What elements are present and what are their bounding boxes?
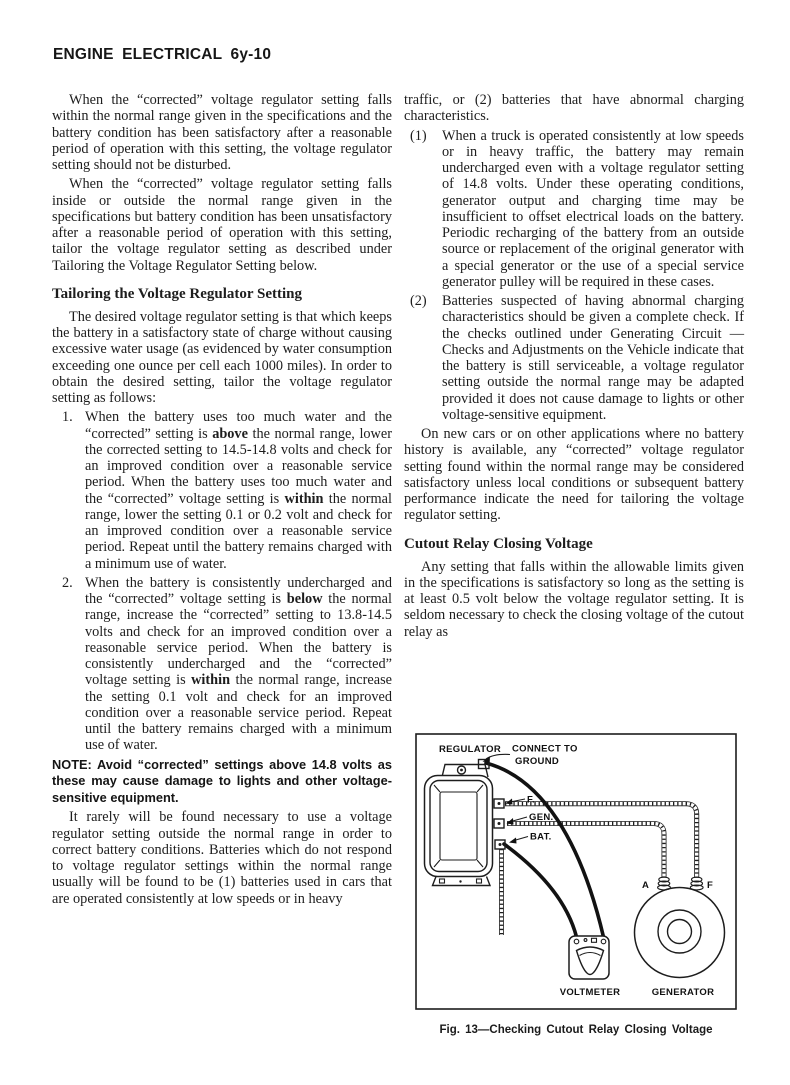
regulator-unit	[425, 760, 506, 886]
list-number: 1.	[62, 409, 73, 426]
regulator-label: REGULATOR	[439, 744, 501, 755]
note-block: NOTE: Avoid “corrected” settings above 14.8 volts as these may cause damage to lights and other voltage-sensitive equipment.	[52, 756, 392, 805]
paragraph-rarely-necessary: It rarely will be found necessary to use a voltage regulator setting outside the normal range in order to correct battery conditions. Batteries which do not respond to voltage regulator settings within the normal range usually will be found to be (1) batteries used in cars that are operated consistently at low speeds or in heavy	[52, 809, 392, 907]
figure-13-diagram	[415, 733, 737, 1010]
f-terminal-label: F.	[527, 794, 535, 806]
generator-post-f-coil	[690, 877, 703, 890]
list-item-text: When the battery is consistently undercharged and the “corrected” voltage setting is below the normal range, increase the “corrected” setting to 13.8-14.5 volts and check for an improved condition over a reasonable service period. When the battery is consistently undercharged and the “corrected” voltage setting is within the normal range, increase the setting 0.1 volt and check for an improved condition over a reasonable service period. Repeat until the battery remains charged with a minimum use of water.	[85, 574, 392, 754]
list-item-parenthesis-1	[404, 128, 744, 291]
paragraph-desired-setting: The desired voltage regulator setting is that which keeps the battery in a satisfactory state of charge without causing excessive water usage (as evidenced by water consumption exceeding one ounce per cell each 1000 miles). In order to obtain the desired setting, tailor the voltage regulator setting as follows:	[52, 308, 392, 406]
section-heading-cutout-relay: Cutout Relay Closing Voltage	[404, 535, 593, 552]
gen-arrow	[511, 817, 527, 822]
bracket-bolt-hole	[477, 879, 482, 883]
list-item-text: Batteries suspected of having abnormal charging characteristics should be given a complete check. If the checks outlined under Generating Circuit — Checks and Adjustments on the Vehicle indicate that the battery is still serviceable, a voltage regulator setting outside the normal range may be adapted provided it does not cause damage to lights or other voltage-sensitive equipment.	[442, 293, 744, 423]
arrowhead	[509, 838, 517, 844]
right-column	[404, 92, 744, 643]
list-number: 2.	[62, 574, 73, 591]
bat-terminal-label: BAT.	[530, 831, 552, 843]
generator-label: GENERATOR	[651, 987, 715, 998]
generator-post-a-label: A	[642, 880, 650, 891]
generator-post-f-label: F	[707, 880, 714, 891]
list-number: (1)	[410, 127, 427, 144]
generator-unit	[635, 877, 725, 977]
list-item-text: When the battery uses too much water and the “corrected” setting is above the normal range, lower the corrected setting to 14.5-14.8 volts and check for an improved condition over a reasonable service period. When the battery uses too much water and the “corrected” voltage setting is within the normal range, lower the setting 0.1 or 0.2 volt and check for an improved condition over a reasonable service period. Repeat until the battery remains charged with a minimum use of water.	[85, 409, 392, 572]
paragraph-corrected-within-range: When the “corrected” voltage regulator setting falls within the normal range given in the specifications and the battery condition has been satisfactory after a reasonable period of operation with this setting, the voltage regulator setting should not be disturbed.	[52, 92, 392, 173]
connect-to-ground-label-line2: GROUND	[515, 756, 560, 767]
list-item-1	[52, 409, 392, 572]
figure-13	[415, 733, 737, 1015]
bracket-bolt-hole	[440, 879, 445, 883]
voltmeter-unit	[569, 936, 609, 979]
list-item-text: When a truck is operated consistently at low speeds or in heavy traffic, the battery may remain undercharged even with a voltage regulator setting of 14.8 volts. Under these operating conditions, generator output and charging time may be insufficient to offset electrical loads on the battery. Periodic recharging of the battery from an outside source or replacement of the original generator with a special generator or the use of a special service generator pulley will be required in these cases.	[442, 127, 744, 290]
generator-post-a-coil	[658, 877, 671, 890]
wire-bat-to-voltmeter	[504, 844, 577, 937]
generator-housing	[635, 888, 725, 978]
left-column	[52, 92, 392, 910]
paragraph-continuation: traffic, or (2) batteries that have abnormal charging characteristics.	[404, 92, 744, 125]
list-item-2	[52, 575, 392, 754]
list-item-parenthesis-2	[404, 293, 744, 423]
gen-terminal-label: GEN.	[529, 812, 554, 823]
paragraph-new-cars: On new cars or on other applications where no battery history is available, any “corrected” voltage regulator setting found within the normal range may be considered satisfactory unless local conditions or subsequent battery performance indicate the need for tailoring the voltage regulator setting.	[404, 426, 744, 524]
connect-to-ground-label-line1: CONNECT TO	[512, 743, 578, 755]
list-number: (2)	[410, 293, 427, 309]
voltmeter-label: VOLTMETER	[559, 987, 621, 998]
paragraph-corrected-unsatisfactory: When the “corrected” voltage regulator setting falls inside or outside the normal range given in the specifications but battery condition has been unsatisfactory after a reasonable period of operation with this setting, tailor the voltage regulator setting as described under Tailoring the Voltage Regulator Setting below.	[52, 176, 392, 274]
figure-13-caption: Fig. 13—Checking Cutout Relay Closing Voltage	[439, 1024, 713, 1036]
regulator-body	[425, 776, 493, 877]
section-heading-tailoring: Tailoring the Voltage Regulator Setting	[52, 285, 303, 302]
paragraph-any-setting: Any setting that falls within the allowable limits given in the specifications is satisfactory so long as the setting is at least 0.5 volt below the voltage regulator setting. It is seldom necessary to check the closing voltage of the cutout relay as	[404, 558, 744, 640]
page-header: ENGINE ELECTRICAL 6y-10	[53, 46, 272, 63]
